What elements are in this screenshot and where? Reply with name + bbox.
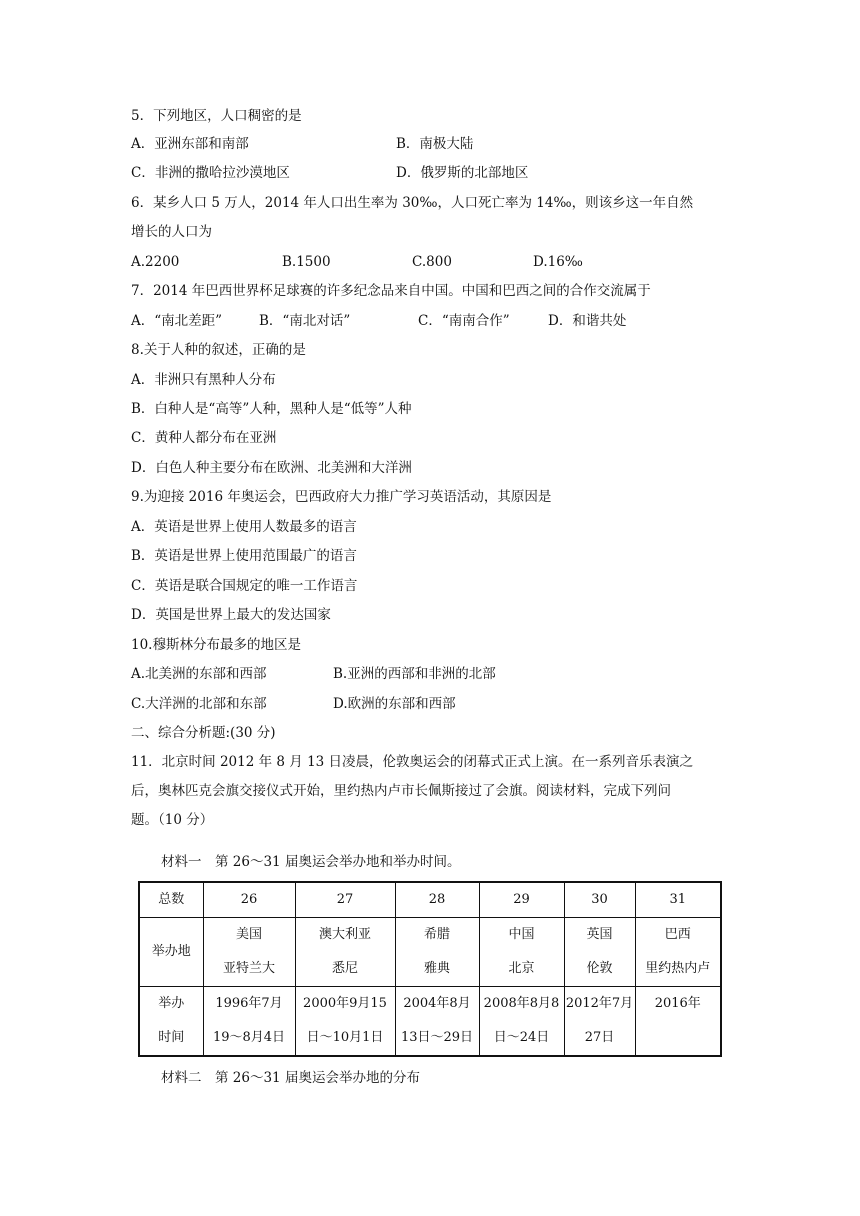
q11-line2: 后，奥林匹克会旗交接仪式开始，里约热内卢市长佩斯接过了会旗。阅读材料，完成下列问: [131, 783, 671, 799]
time-cell: [635, 987, 721, 1057]
time-line2: 27日: [584, 1030, 615, 1045]
q7-option-b: B．“南北对话”: [259, 313, 351, 329]
time-line1: 2000年9月15: [303, 996, 387, 1011]
host-cell: [395, 918, 479, 987]
host-country: 中国: [508, 927, 535, 942]
time-line2: 日～10月1日: [306, 1030, 384, 1045]
session-cell: 30: [564, 882, 635, 918]
q5-option-b: B．南极大陆: [396, 136, 474, 152]
time-line2: 19～8月4日: [212, 1030, 286, 1045]
q5-option-d: D．俄罗斯的北部地区: [396, 165, 529, 181]
q7-option-c: C．“南南合作”: [418, 313, 510, 329]
time-line1: 2012年7月: [565, 996, 634, 1011]
row-header-time: [139, 987, 203, 1057]
q8-option-a: A．非洲只有黑种人分布: [131, 372, 276, 388]
q10-stem: 10.穆斯林分布最多的地区是: [131, 637, 301, 653]
q9-stem: 9.为迎接 2016 年奥运会，巴西政府大力推广学习英语活动，其原因是: [131, 489, 552, 505]
host-cell: [203, 918, 295, 987]
q9-option-a: A．英语是世界上使用人数最多的语言: [131, 519, 357, 535]
q6-option-d: D.16‰: [533, 254, 583, 270]
q11-line3: 题。（10 分）: [131, 812, 214, 828]
q10-option-b: B.亚洲的西部和非洲的北部: [333, 666, 496, 682]
session-cell: 26: [203, 882, 295, 918]
host-city: 雅典: [423, 961, 450, 976]
host-cell: [295, 918, 395, 987]
host-country: 希腊: [423, 927, 450, 942]
host-cell: [635, 918, 721, 987]
host-city: 伦敦: [586, 961, 613, 976]
row-header-host: 举办地: [139, 918, 203, 987]
q6-stem-line1: 6．某乡人口 5 万人，2014 年人口出生率为 30‰，人口死亡率为 14‰，则该乡这一年自然: [131, 195, 694, 211]
row-header-time-line1: 举办: [158, 996, 185, 1011]
host-city: 悉尼: [331, 961, 358, 976]
host-city: 北京: [508, 961, 535, 976]
table-row-session: [139, 882, 721, 918]
time-cell: [295, 987, 395, 1057]
host-country: 巴西: [664, 927, 691, 942]
table-row-time: [139, 987, 721, 1057]
session-cell: 27: [295, 882, 395, 918]
q6-option-c: C.800: [412, 254, 452, 270]
session-cell: 29: [479, 882, 564, 918]
time-line1: 1996年7月: [215, 996, 283, 1011]
q9-option-d: D．英国是世界上最大的发达国家: [131, 607, 331, 623]
q8-stem: 8.关于人种的叙述，正确的是: [131, 342, 306, 358]
q5-option-a: A．亚洲东部和南部: [131, 136, 249, 152]
time-line1: 2008年8月8: [483, 996, 560, 1011]
q7-stem: 7．2014 年巴西世界杯足球赛的许多纪念品来自中国。中国和巴西之间的合作交流属于: [131, 283, 651, 299]
q5-option-c: C．非洲的撒哈拉沙漠地区: [131, 165, 290, 181]
host-country: 澳大利亚: [318, 927, 371, 942]
q10-option-c: C.大洋洲的北部和东部: [131, 696, 267, 712]
q9-option-c: C．英语是联合国规定的唯一工作语言: [131, 578, 358, 594]
time-cell: [479, 987, 564, 1057]
q10-option-d: D.欧洲的东部和西部: [333, 696, 456, 712]
session-cell: 28: [395, 882, 479, 918]
q10-option-a: A.北美洲的东部和西部: [131, 666, 267, 682]
host-cell: [479, 918, 564, 987]
material1-caption: 材料一 第 26～31 届奥运会举办地和举办时间。: [161, 854, 461, 870]
time-cell: [203, 987, 295, 1057]
host-country: 英国: [586, 927, 613, 942]
q7-option-d: D．和谐共处: [548, 313, 627, 329]
q8-option-c: C．黄种人都分布在亚洲: [131, 430, 277, 446]
session-cell: 31: [635, 882, 721, 918]
row-header-session: 总数: [139, 882, 203, 918]
table-row-host: [139, 918, 721, 987]
time-line1: 2004年8月: [403, 996, 471, 1011]
time-line1: 2016年: [654, 996, 701, 1011]
olympics-table: [138, 881, 722, 1057]
host-city: 亚特兰大: [222, 961, 275, 976]
q6-stem-line2: 增长的人口为: [131, 224, 212, 240]
q8-option-b: B．白种人是“高等”人种，黑种人是“低等”人种: [131, 401, 412, 417]
time-cell: [395, 987, 479, 1057]
material2-caption: 材料二 第 26～31 届奥运会举办地的分布: [161, 1070, 420, 1086]
row-header-time-line2: 时间: [158, 1030, 185, 1045]
host-cell: [564, 918, 635, 987]
time-line2: 日～24日: [493, 1030, 550, 1045]
q9-option-b: B．英语是世界上使用范围最广的语言: [131, 548, 357, 564]
q11-line1: 11．北京时间 2012 年 8 月 13 日凌晨，伦敦奥运会的闭幕式正式上演。在一系列音乐表演之: [131, 754, 694, 770]
host-country: 美国: [235, 927, 262, 942]
q5-stem: 5．下列地区，人口稠密的是: [131, 108, 302, 124]
q8-option-d: D．白色人种主要分布在欧洲、北美洲和大洋洲: [131, 460, 412, 476]
host-city: 里约热内卢: [645, 961, 711, 976]
section-heading: 二、综合分析题:(30 分): [131, 725, 276, 741]
time-cell: [564, 987, 635, 1057]
q6-option-a: A.2200: [131, 254, 180, 270]
q7-option-a: A．“南北差距”: [131, 313, 223, 329]
q6-option-b: B.1500: [282, 254, 331, 270]
time-line2: 13日～29日: [400, 1030, 474, 1045]
